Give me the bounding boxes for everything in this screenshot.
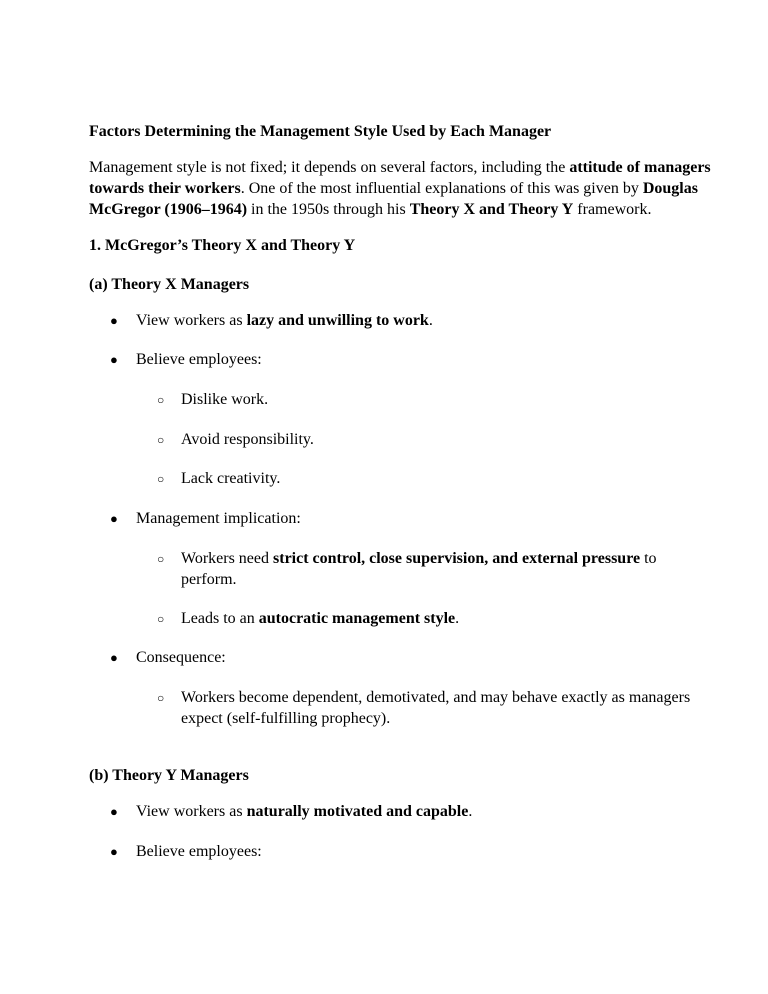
sub-list-item: Lack creativity. [181, 470, 281, 487]
text: to [640, 550, 657, 567]
bullet-icon: ● [110, 313, 118, 328]
bold-text: lazy and unwilling to work [246, 312, 429, 329]
bold-text: Douglas [642, 180, 698, 197]
sub-list-item-continued: expect (self-fulfilling prophecy). [181, 710, 391, 727]
sub-list-item: Dislike work. [181, 391, 269, 408]
text: . [468, 803, 473, 820]
text: in the 1950s through his [247, 201, 410, 218]
bold-text: naturally motivated and capable [246, 803, 469, 820]
sub-list-item [181, 549, 657, 569]
bullet-icon: ● [110, 511, 118, 526]
list-item: Management implication: [136, 510, 301, 527]
text: Management style is not fixed; it depends on several factors, including the [89, 159, 570, 176]
sub-list-item [181, 609, 459, 629]
intro-line-3 [89, 200, 651, 220]
list-item [136, 802, 472, 822]
text: View workers as [136, 312, 247, 329]
list-item [136, 311, 433, 331]
circle-bullet-icon: ○ [157, 552, 165, 566]
text: Workers need [181, 550, 274, 567]
circle-bullet-icon: ○ [157, 433, 165, 447]
text: . [428, 312, 433, 329]
circle-bullet-icon: ○ [157, 472, 165, 486]
text: View workers as [136, 803, 247, 820]
document-title: Factors Determining the Management Style Used by Each Manager [89, 123, 552, 140]
text: . [455, 610, 460, 627]
bullet-icon: ● [110, 650, 118, 665]
circle-bullet-icon: ○ [157, 612, 165, 626]
text: . One of the most influential explanations of this was given by [240, 180, 643, 197]
bullet-icon: ● [110, 844, 118, 859]
section-heading: 1. McGregor’s Theory X and Theory Y [89, 237, 356, 254]
bold-text: autocratic management style [258, 610, 456, 627]
list-item: Believe employees: [136, 351, 262, 368]
sub-list-item: Workers become dependent, demotivated, and may behave exactly as managers [181, 689, 691, 706]
sub-list-item: Avoid responsibility. [181, 431, 314, 448]
bold-text: Theory X and Theory Y [409, 201, 574, 218]
bold-text: McGregor (1906–1964) [89, 201, 248, 218]
bold-text: attitude of managers [569, 159, 711, 176]
intro-line-2 [89, 179, 698, 199]
text: Leads to an [181, 610, 259, 627]
theory-y-heading: (b) Theory Y Managers [89, 767, 249, 784]
text: framework. [573, 201, 652, 218]
bold-text: strict control, close supervision, and external pressure [273, 550, 641, 567]
list-item: Consequence: [136, 649, 226, 666]
bold-text: towards their workers [89, 180, 241, 197]
theory-x-heading: (a) Theory X Managers [89, 276, 250, 293]
bullet-icon: ● [110, 352, 118, 367]
intro-line-1 [89, 158, 711, 178]
sub-list-item-continued: perform. [181, 571, 237, 588]
list-item: Believe employees: [136, 843, 262, 860]
circle-bullet-icon: ○ [157, 691, 165, 705]
circle-bullet-icon: ○ [157, 393, 165, 407]
bullet-icon: ● [110, 804, 118, 819]
